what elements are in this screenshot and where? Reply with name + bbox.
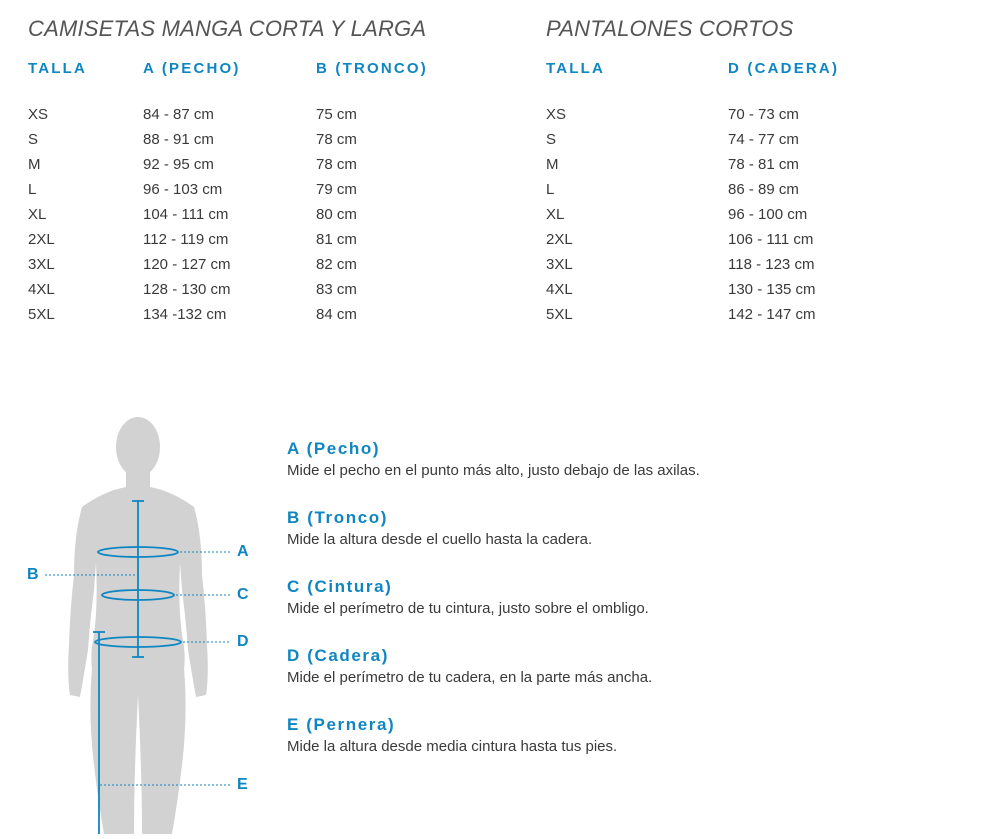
legend-description: Mide el perímetro de tu cintura, justo sobre el ombligo. — [287, 600, 649, 617]
shorts-title: PANTALONES CORTOS — [546, 16, 794, 41]
shirts-size-header: TALLA — [28, 60, 88, 77]
shirts-chest-cell: 128 - 130 cm — [143, 281, 231, 298]
shirts-size-cell: 3XL — [28, 256, 55, 273]
legend-description: Mide la altura desde el cuello hasta la cadera. — [287, 531, 593, 548]
shorts-size-column — [546, 58, 605, 327]
shirts-title: CAMISETAS MANGA CORTA Y LARGA — [28, 16, 427, 41]
shorts-hip-cell: 78 - 81 cm — [728, 156, 799, 173]
shirts-size-cell: 2XL — [28, 231, 55, 248]
legend-description: Mide el perímetro de tu cadera, en la parte más ancha. — [287, 669, 653, 686]
shirts-size-column — [28, 58, 87, 327]
legend-item-chest — [287, 437, 967, 506]
shirts-chest-cell: 84 - 87 cm — [143, 106, 214, 123]
shirts-torso-cell: 83 cm — [316, 281, 357, 298]
shirts-size-cell: 4XL — [28, 281, 55, 298]
shirts-torso-header: B (TRONCO) — [316, 60, 428, 77]
legend-title: C (Cintura) — [287, 577, 393, 596]
body-silhouette-illustration — [0, 395, 280, 834]
legend-title: A (Pecho) — [287, 439, 381, 458]
shirts-torso-cell: 78 cm — [316, 131, 357, 148]
shorts-hip-cell: 118 - 123 cm — [728, 256, 815, 273]
shorts-hip-cell: 86 - 89 cm — [728, 181, 799, 198]
measurement-legend — [287, 437, 967, 782]
shorts-size-cell: XL — [546, 206, 565, 223]
shirts-size-cell: XS — [28, 106, 49, 123]
shirts-chest-cell: 96 - 103 cm — [143, 181, 223, 198]
shorts-size-cell: 2XL — [546, 231, 573, 248]
legend-title: B (Tronco) — [287, 508, 388, 527]
shirts-chest-cell: 104 - 111 cm — [143, 206, 229, 223]
shirts-torso-cell: 81 cm — [316, 231, 357, 248]
shirts-torso-cell: 79 cm — [316, 181, 357, 198]
legend-item-hip — [287, 644, 967, 713]
shorts-hip-cell: 142 - 147 cm — [728, 306, 816, 323]
shirts-chest-cell: 112 - 119 cm — [143, 231, 229, 248]
shorts-size-cell: 3XL — [546, 256, 573, 273]
shorts-hip-cell: 74 - 77 cm — [728, 131, 799, 148]
shirts-size-cell: L — [28, 181, 37, 198]
shorts-hip-header: D (CADERA) — [728, 60, 840, 77]
body-measurement-figure — [0, 395, 280, 834]
shorts-size-cell: XS — [546, 106, 567, 123]
shirts-size-cell: 5XL — [28, 306, 55, 323]
shirts-torso-column — [316, 58, 428, 327]
shorts-hip-cell: 130 - 135 cm — [728, 281, 816, 298]
shorts-size-cell: 4XL — [546, 281, 573, 298]
shorts-size-cell: M — [546, 156, 559, 173]
label-hip-marker: D — [237, 633, 249, 650]
shirts-chest-cell: 92 - 95 cm — [143, 156, 214, 173]
shorts-hip-cell: 70 - 73 cm — [728, 106, 799, 123]
shirts-size-cell: XL — [28, 206, 47, 223]
shorts-hip-cell: 96 - 100 cm — [728, 206, 808, 223]
legend-item-torso — [287, 506, 967, 575]
shirts-chest-cell: 134 -132 cm — [143, 306, 227, 323]
shorts-size-cell: L — [546, 181, 555, 198]
shirts-torso-cell: 80 cm — [316, 206, 357, 223]
shirts-chest-cell: 88 - 91 cm — [143, 131, 214, 148]
shirts-chest-header: A (PECHO) — [143, 60, 241, 77]
shirts-torso-cell: 84 cm — [316, 306, 357, 323]
shirts-size-cell: M — [28, 156, 41, 173]
shirts-torso-cell: 78 cm — [316, 156, 357, 173]
label-torso-marker: B — [27, 566, 39, 583]
shorts-hip-cell: 106 - 111 cm — [728, 231, 814, 248]
shirts-torso-cell: 82 cm — [316, 256, 357, 273]
legend-description: Mide la altura desde media cintura hasta tus pies. — [287, 738, 618, 755]
label-waist-marker: C — [237, 586, 249, 603]
shirts-size-cell: S — [28, 131, 39, 148]
shirts-torso-cell: 75 cm — [316, 106, 357, 123]
shorts-size-header: TALLA — [546, 60, 606, 77]
shirts-chest-cell: 120 - 127 cm — [143, 256, 231, 273]
shorts-size-cell: 5XL — [546, 306, 573, 323]
label-leg-marker: E — [237, 776, 248, 793]
legend-item-waist — [287, 575, 967, 644]
shorts-size-cell: S — [546, 131, 557, 148]
legend-item-leg — [287, 713, 967, 782]
shorts-hip-column — [728, 58, 839, 327]
legend-description: Mide el pecho en el punto más alto, justo debajo de las axilas. — [287, 462, 700, 479]
shirts-chest-column — [143, 58, 241, 327]
legend-title: E (Pernera) — [287, 715, 396, 734]
legend-title: D (Cadera) — [287, 646, 389, 665]
label-chest-marker: A — [237, 543, 249, 560]
